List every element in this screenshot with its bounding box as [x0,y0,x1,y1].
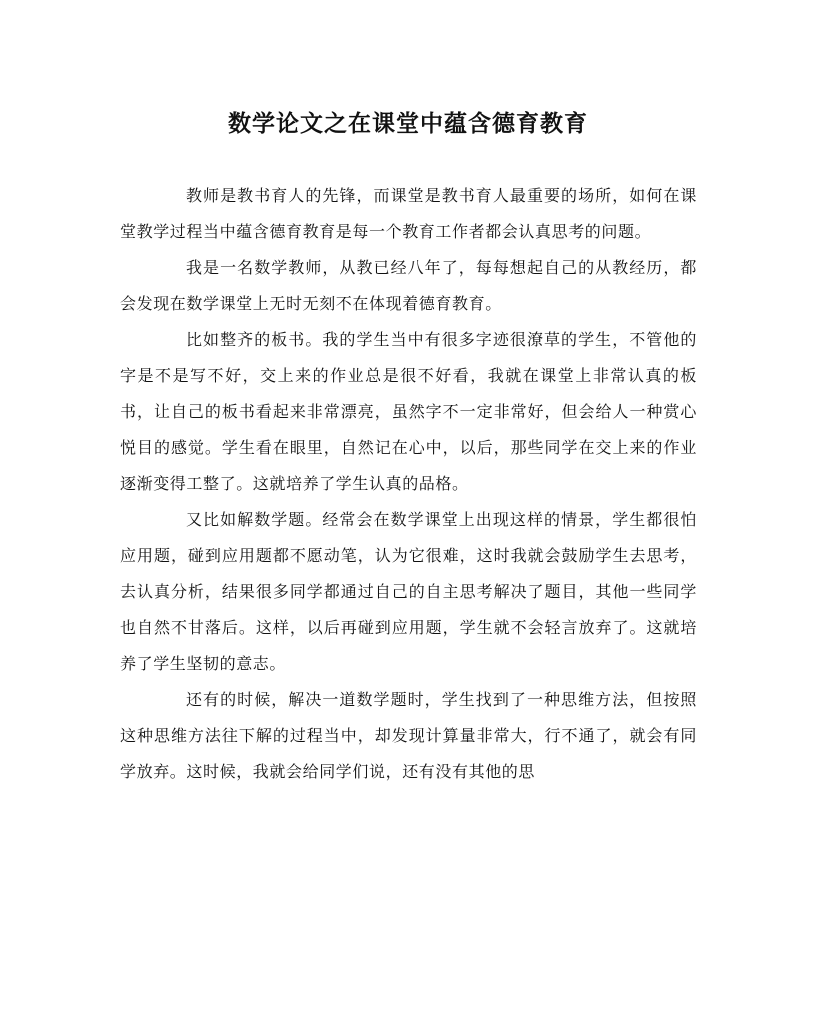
paragraph: 还有的时候，解决一道数学题时，学生找到了一种思维方法，但按照这种思维方法往下解的过程当中，却发现计算量非常大，行不通了，就会有同学放弃。这时候，我就会给同学们说，还有没有其他的思 [120,690,697,781]
paragraph: 又比如解数学题。经常会在数学课堂上出现这样的情景，学生都很怕应用题，碰到应用题都不愿动笔，认为它很难，这时我就会鼓励学生去思考，去认真分析，结果很多同学都通过自己的自主思考解决了题目，其他一些同学也自然不甘落后。这样，以后再碰到应用题，学生就不会轻言放弃了。这就培养了学生坚韧的意志。 [120,510,697,673]
document-title: 数学论文之在课堂中蕴含德育教育 [228,110,588,137]
paragraph: 教师是教书育人的先锋，而课堂是教书育人最重要的场所，如何在课堂教学过程当中蕴含德育教育是每一个教育工作者都会认真思考的问题。 [120,186,697,241]
paragraph: 我是一名数学教师，从教已经八年了，每每想起自己的从教经历，都会发现在数学课堂上无时无刻不在体现着德育教育。 [120,258,697,313]
document-body [120,178,697,790]
paragraph: 比如整齐的板书。我的学生当中有很多字迹很潦草的学生，不管他的字是不是写不好，交上来的作业总是很不好看，我就在课堂上非常认真的板书，让自己的板书看起来非常漂亮，虽然字不一定非常好，但会给人一种赏心悦目的感觉。学生看在眼里，自然记在心中，以后，那些同学在交上来的作业逐渐变得工整了。这就培养了学生认真的品格。 [120,330,697,493]
